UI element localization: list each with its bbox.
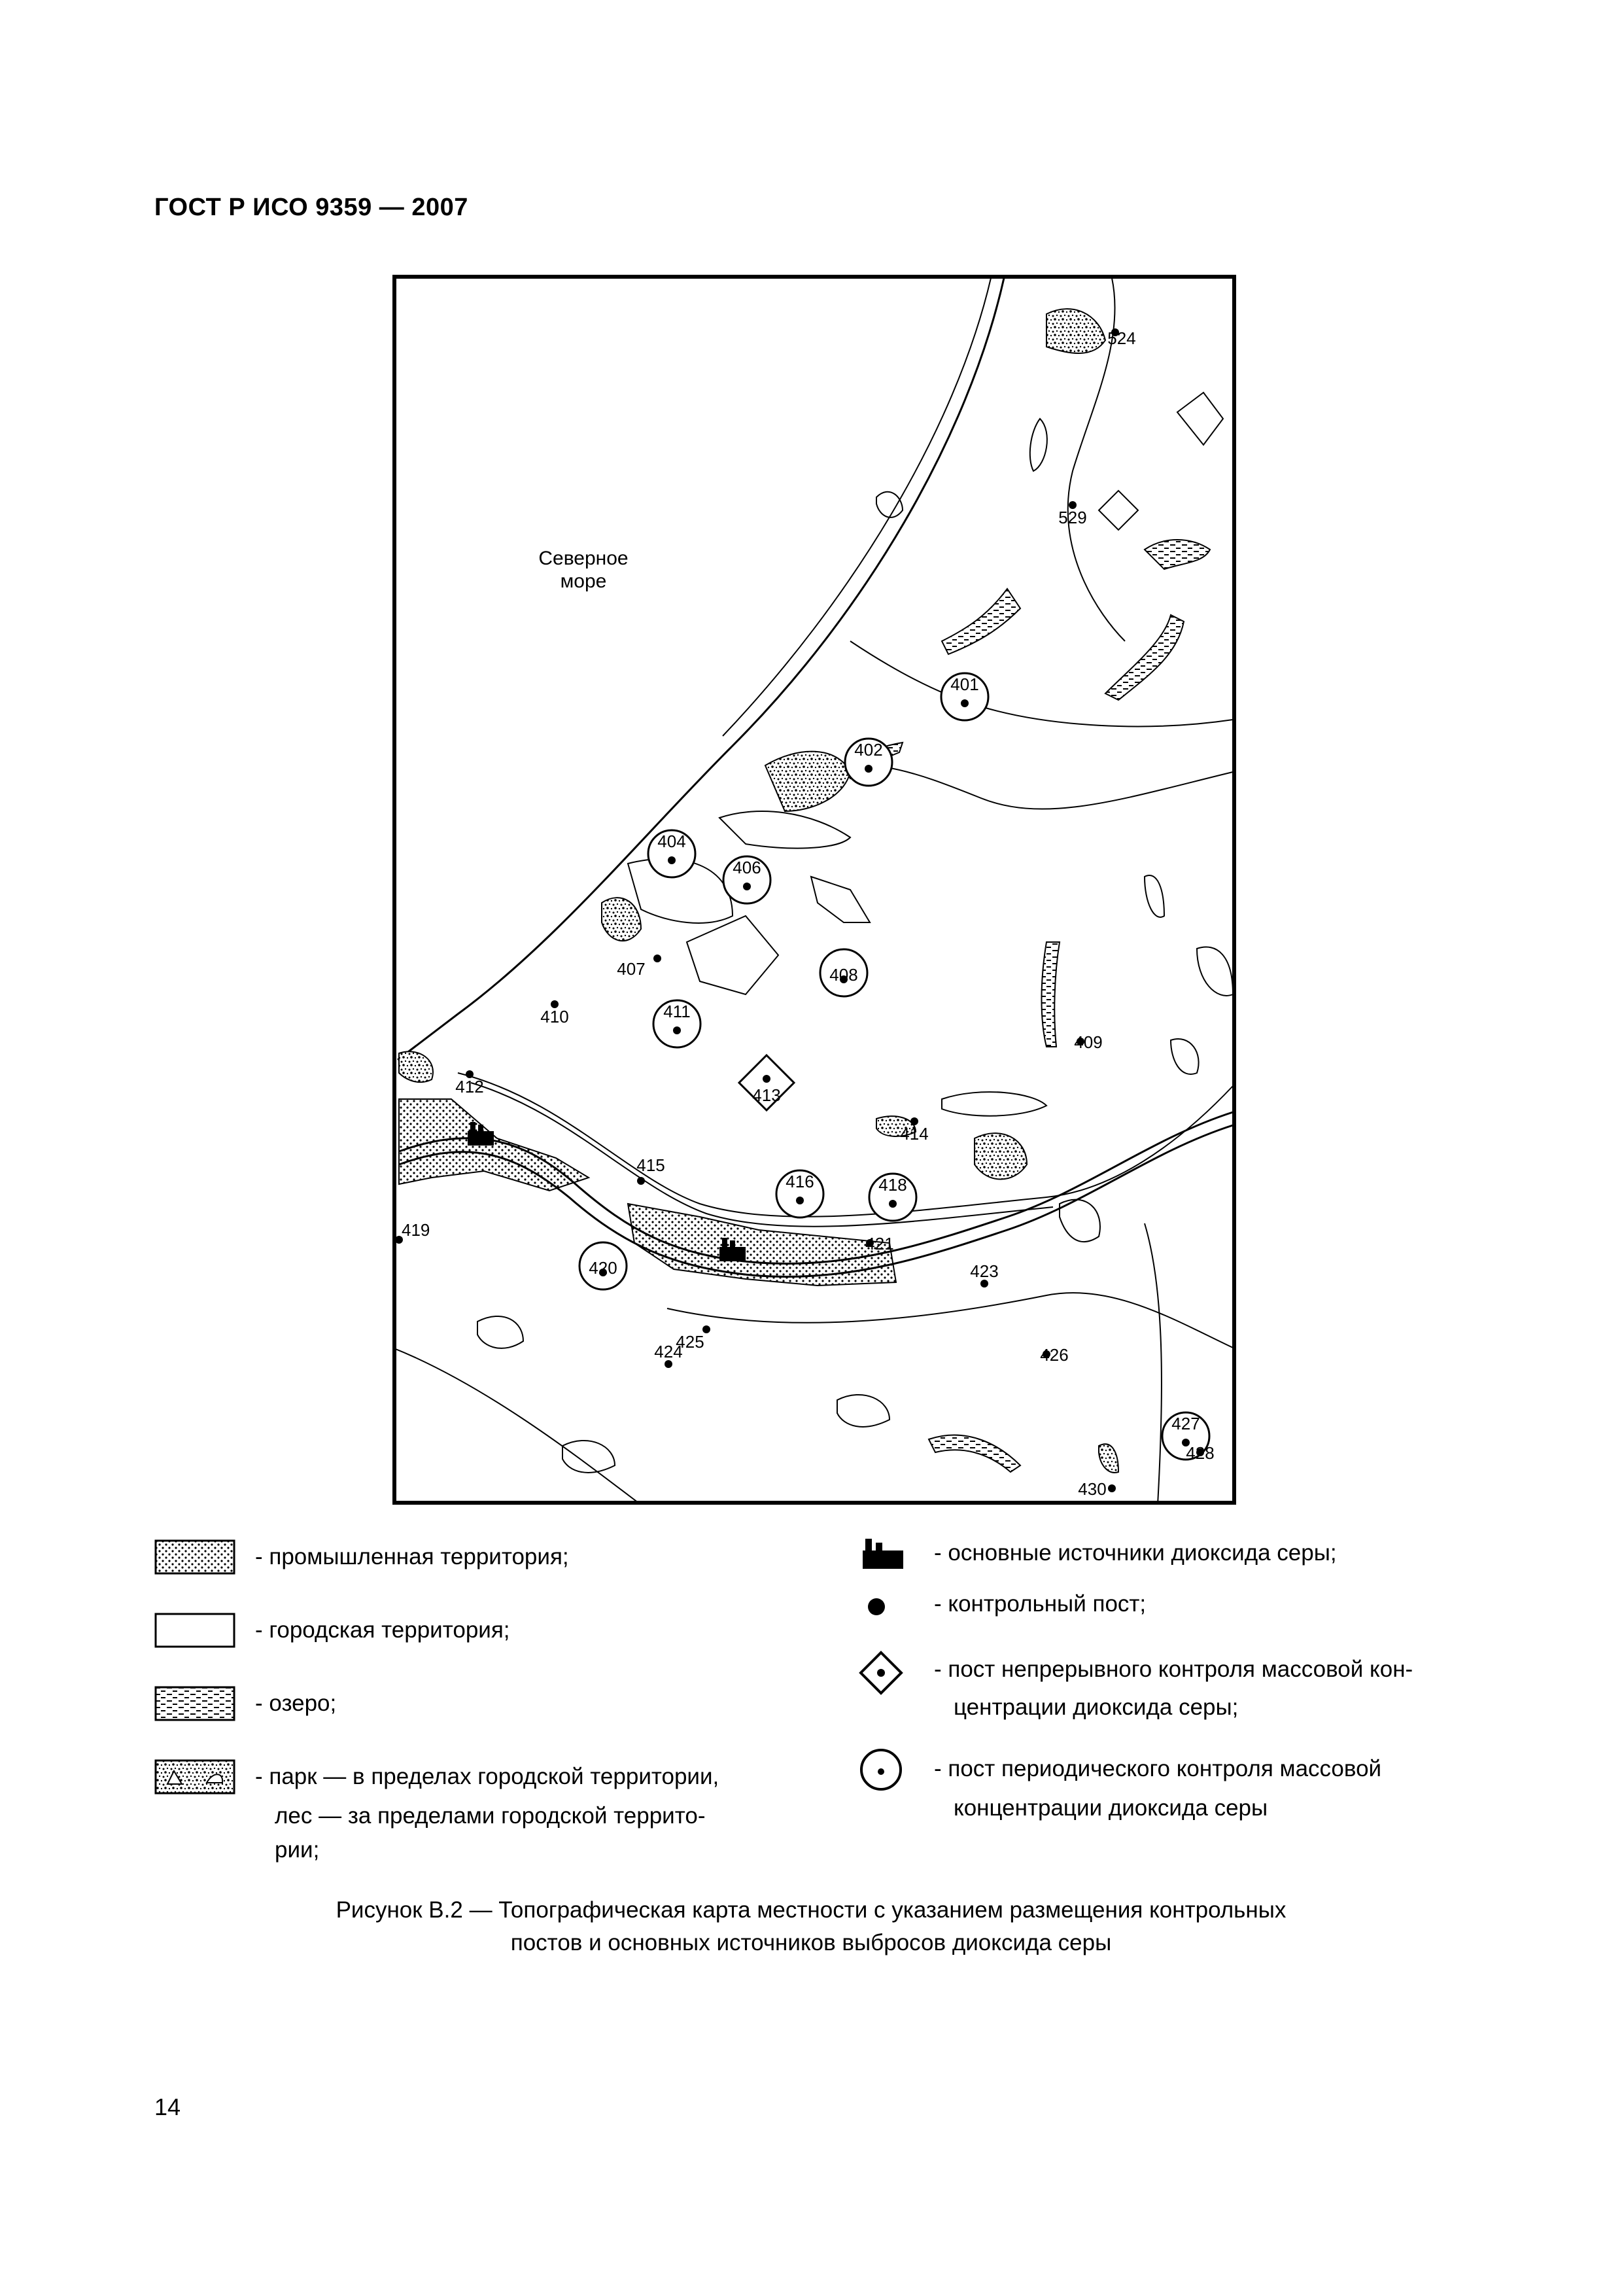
continuous-post-legend-icon [858, 1650, 904, 1696]
figure-caption [196, 1894, 1426, 1959]
station-dot [673, 1026, 681, 1034]
station-label: 412 [455, 1077, 484, 1096]
station-label: 529 [1058, 508, 1087, 527]
station-label: 414 [900, 1124, 929, 1144]
station-409 [1074, 1032, 1102, 1052]
station-dot [865, 765, 872, 773]
station-label: 421 [865, 1234, 894, 1253]
sea-label: Северное [538, 548, 629, 569]
station-408 [820, 949, 867, 996]
station-label: 402 [854, 740, 883, 760]
station-label: 423 [970, 1261, 999, 1281]
station-dot [889, 1200, 897, 1208]
station-label: 407 [617, 959, 646, 979]
control-post-icon [637, 1177, 645, 1185]
station-416 [776, 1170, 823, 1218]
legend-park: - парк — в пределах городской территории, [255, 1764, 719, 1789]
emission-source-legend-icon [860, 1537, 906, 1570]
forest-legend-icon [154, 1759, 235, 1795]
station-label: 427 [1171, 1414, 1200, 1433]
control-post-legend-icon [863, 1594, 890, 1620]
document-header: ГОСТ Р ИСО 9359 — 2007 [154, 194, 468, 221]
legend-park: рии; [275, 1837, 320, 1863]
station-402 [845, 739, 892, 786]
station-label: 409 [1074, 1032, 1103, 1052]
control-post-icon [653, 955, 661, 962]
station-label: 424 [654, 1342, 683, 1361]
station-label: 408 [829, 965, 858, 985]
legend-park: лес — за пределами городской террито- [275, 1803, 706, 1829]
station-420 [579, 1242, 627, 1289]
station-label: 416 [786, 1172, 814, 1191]
station-label: 415 [636, 1155, 665, 1175]
legend-industrial: - промышленная территория; [255, 1544, 569, 1569]
station-label: 401 [950, 674, 979, 694]
legend-urban: - городская территория; [255, 1617, 510, 1643]
caption-line: постов и основных источников выбросов диоксида серы [510, 1930, 1112, 1955]
caption-line: Рисунок В.2 — Топографическая карта местности с указанием размещения контрольных [336, 1897, 1287, 1923]
legend-periodic-post: - пост периодического контроля массовой [934, 1756, 1382, 1781]
station-dot [743, 883, 751, 890]
station-label: 428 [1186, 1443, 1215, 1463]
station-label: 406 [733, 858, 761, 877]
page-number: 14 [154, 2094, 181, 2120]
sea-label: море [560, 570, 607, 592]
station-406 [723, 856, 770, 903]
station-label: 430 [1078, 1479, 1107, 1499]
station-label: 420 [589, 1258, 617, 1278]
legend-periodic-post: концентрации диоксида серы [954, 1795, 1268, 1821]
station-label: 419 [402, 1220, 430, 1240]
station-428 [1186, 1443, 1214, 1463]
station-label: 410 [540, 1007, 569, 1026]
station-404 [648, 830, 695, 877]
station-418 [869, 1174, 916, 1221]
station-dot [763, 1075, 770, 1083]
station-label: 411 [663, 1002, 691, 1021]
legend-continuous-post: - пост непрерывного контроля массовой кон- [934, 1656, 1413, 1682]
topographic-map [392, 275, 1236, 1505]
legend-lake: - озеро; [255, 1691, 337, 1716]
periodic-post-legend-icon [858, 1747, 904, 1793]
control-post-icon [1108, 1484, 1116, 1492]
station-dot [961, 699, 969, 707]
legend-sources: - основные источники диоксида серы; [934, 1540, 1337, 1566]
station-426 [1040, 1345, 1068, 1365]
station-label: 425 [676, 1332, 704, 1352]
station-label: 404 [657, 832, 686, 851]
station-label: 426 [1040, 1345, 1069, 1365]
legend-control-post: - контрольный пост; [934, 1591, 1147, 1617]
lake-legend-icon [154, 1686, 235, 1721]
station-411 [653, 1000, 700, 1047]
industrial-legend-icon [154, 1539, 235, 1575]
station-401 [941, 673, 988, 720]
station-label: 418 [878, 1175, 907, 1195]
station-dot [796, 1197, 804, 1204]
station-label: 524 [1107, 328, 1136, 348]
station-label: 413 [752, 1085, 781, 1105]
station-524 [1107, 328, 1135, 348]
station-421 [865, 1234, 893, 1253]
urban-legend-icon [154, 1613, 235, 1648]
legend-continuous-post: центрации диоксида серы; [954, 1694, 1239, 1720]
station-dot [668, 856, 676, 864]
